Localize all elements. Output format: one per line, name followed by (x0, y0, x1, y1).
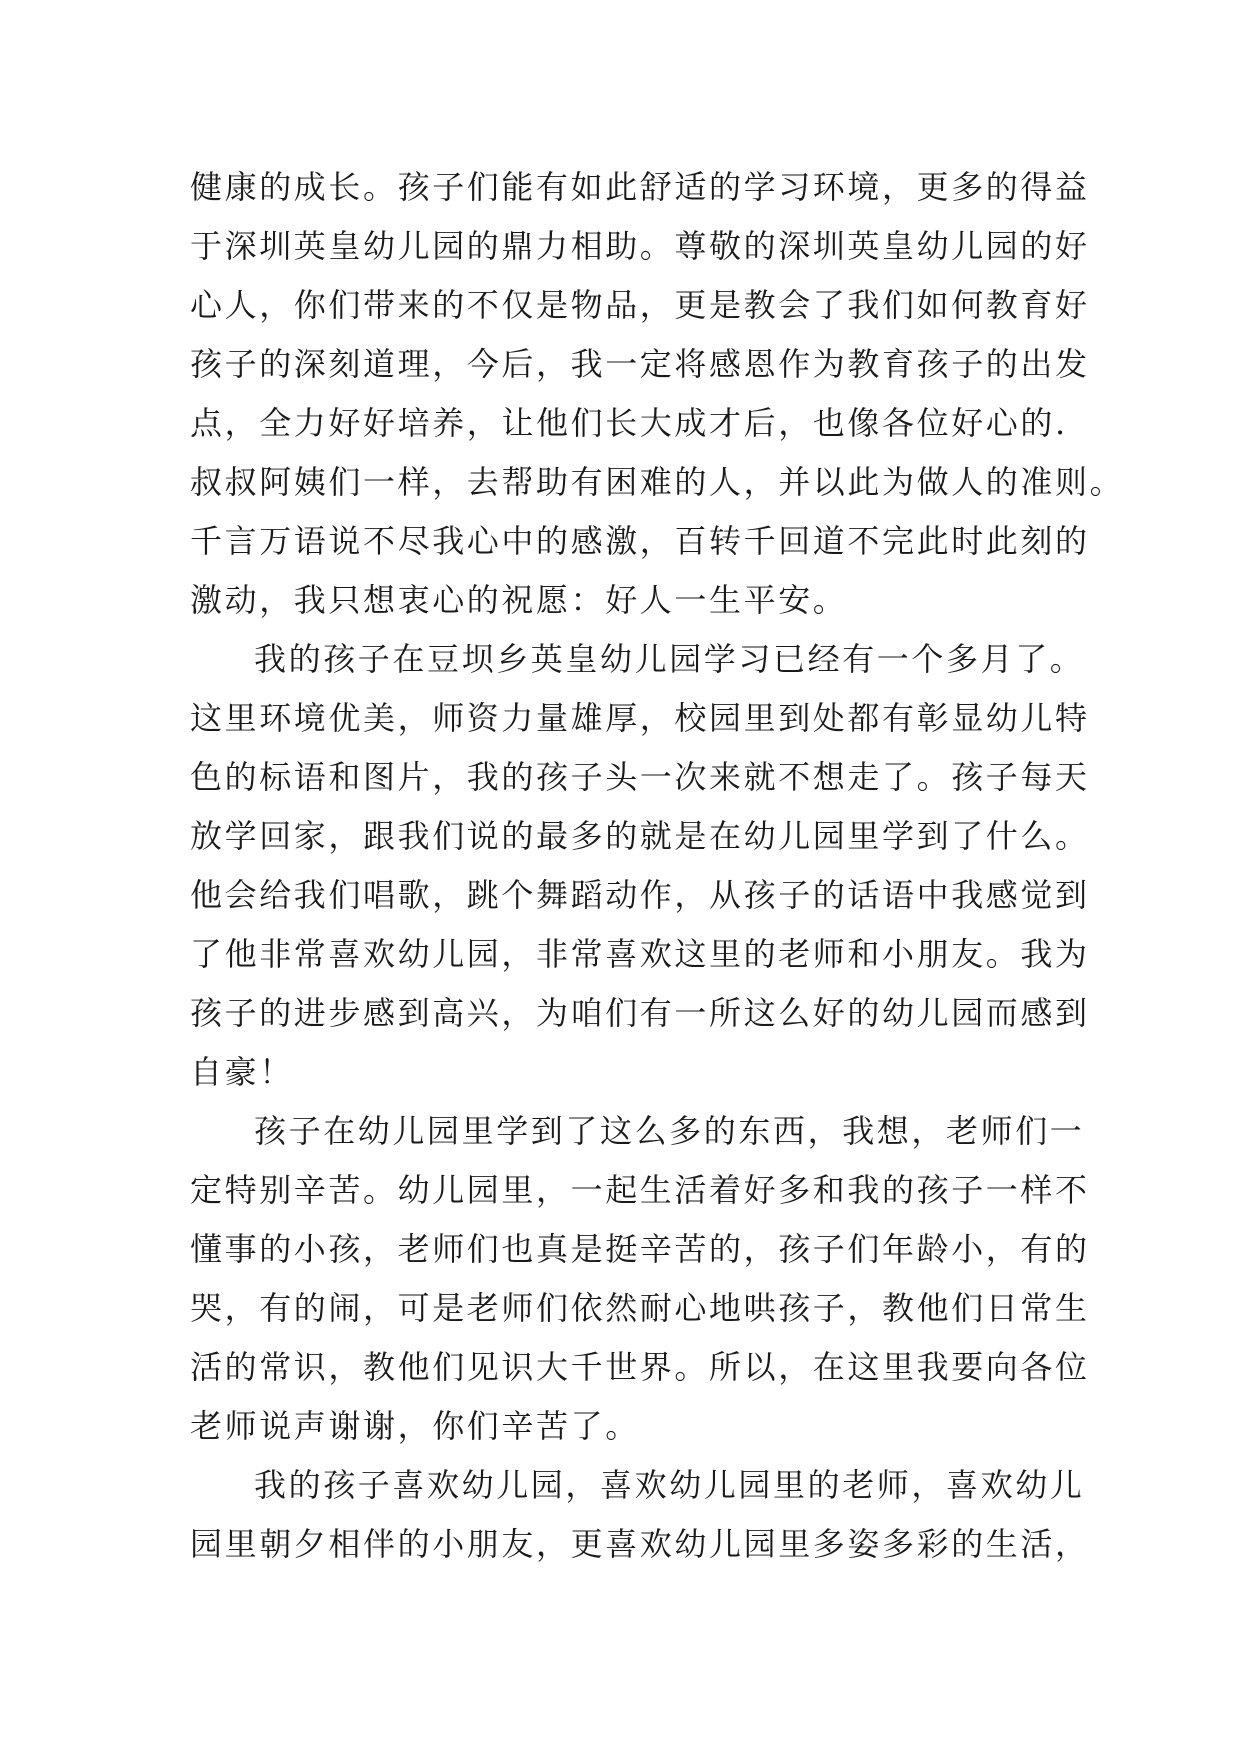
text-line: 懂事的小孩，老师们也真是挺辛苦的，孩子们年龄小，有的 (190, 1230, 1090, 1268)
text-line: 色的标语和图片，我的孩子头一次来就不想走了。孩子每天 (190, 758, 1090, 796)
text-line: 定特别辛苦。幼儿园里，一起生活着好多和我的孩子一样不 (190, 1171, 1090, 1209)
text-line: 哭，有的闹，可是老师们依然耐心地哄孩子，教他们日常生 (190, 1289, 1090, 1327)
text-line: 点，全力好好培养，让他们长大成才后，也像各位好心的. (190, 404, 1068, 442)
text-line: 自豪！ (190, 1053, 294, 1091)
text-line: 老师说声谢谢，你们辛苦了。 (190, 1407, 640, 1445)
text-line: 于深圳英皇幼儿园的鼎力相助。尊敬的深圳英皇幼儿园的好 (190, 227, 1090, 265)
text-line: 他会给我们唱歌，跳个舞蹈动作，从孩子的话语中我感觉到 (190, 876, 1090, 914)
paragraph-first-line: 我的孩子喜欢幼儿园，喜欢幼儿园里的老师，喜欢幼儿 (254, 1466, 1085, 1504)
text-line: 活的常识，教他们见识大千世界。所以，在这里我要向各位 (190, 1348, 1090, 1386)
paragraph-first-line: 我的孩子在豆坝乡英皇幼儿园学习已经有一个多月了。 (254, 640, 1085, 678)
document-body (190, 158, 1125, 1574)
text-line: 千言万语说不尽我心中的感激，百转千回道不完此时此刻的 (190, 522, 1090, 560)
text-line: 这里环境优美，师资力量雄厚，校园里到处都有彰显幼儿特 (190, 699, 1090, 737)
text-line: 放学回家，跟我们说的最多的就是在幼儿园里学到了什么。 (190, 817, 1090, 855)
paragraph-first-line: 孩子在幼儿园里学到了这么多的东西，我想，老师们一 (254, 1112, 1085, 1150)
text-line: 孩子的进步感到高兴，为咱们有一所这么好的幼儿园而感到 (190, 994, 1090, 1032)
text-line: 心人，你们带来的不仅是物品，更是教会了我们如何教育好 (190, 286, 1090, 324)
text-line: 园里朝夕相伴的小朋友，更喜欢幼儿园里多姿多彩的生活， (190, 1525, 1090, 1563)
text-line: 健康的成长。孩子们能有如此舒适的学习环境，更多的得益 (190, 168, 1090, 206)
text-line: 了他非常喜欢幼儿园，非常喜欢这里的老师和小朋友。我为 (190, 935, 1090, 973)
text-line: 激动，我只想衷心的祝愿：好人一生平安。 (190, 581, 848, 619)
text-line: 孩子的深刻道理，今后，我一定将感恩作为教育孩子的出发 (190, 345, 1090, 383)
text-line: 叔叔阿姨们一样，去帮助有困难的人，并以此为做人的准则。 (190, 463, 1125, 501)
